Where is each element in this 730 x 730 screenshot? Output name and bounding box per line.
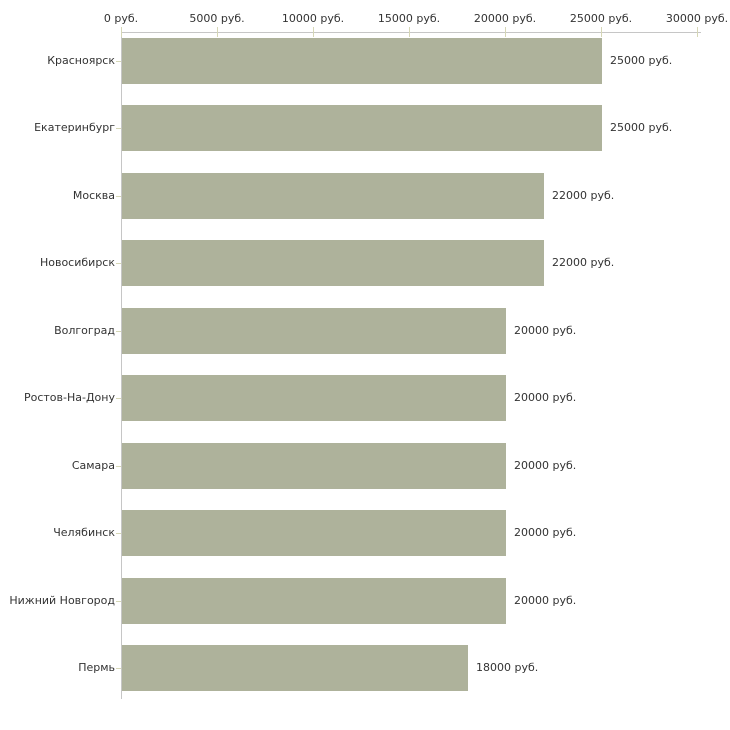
category-tick-mark — [116, 331, 121, 332]
bar-value-label: 20000 руб. — [514, 323, 577, 337]
x-axis-tick-label: 25000 руб. — [569, 12, 633, 25]
category-tick-mark — [116, 398, 121, 399]
bar-value-label: 25000 руб. — [610, 121, 673, 134]
category-label: Пермь — [78, 661, 115, 674]
category-label: Красноярск — [47, 53, 115, 67]
bar — [122, 375, 506, 421]
x-axis-tick-mark — [601, 27, 602, 37]
category-label: Екатеринбург — [34, 121, 115, 134]
x-axis-tick-mark — [697, 27, 698, 37]
bar-value-label: 18000 руб. — [476, 661, 539, 674]
bar — [122, 105, 602, 151]
category-tick-mark — [116, 466, 121, 467]
bar — [122, 510, 506, 556]
x-axis-tick-mark — [409, 27, 410, 37]
category-tick-mark — [116, 263, 121, 264]
bar-value-label: 20000 руб. — [514, 391, 577, 404]
bar-value-label: 20000 руб. — [514, 526, 577, 539]
bar — [122, 173, 544, 219]
category-tick-mark — [116, 196, 121, 197]
bar-value-label: 25000 руб. — [610, 53, 673, 67]
bar — [122, 645, 468, 691]
x-axis-tick-mark — [217, 27, 218, 37]
bar — [122, 308, 506, 354]
x-axis-tick-label: 30000 руб. — [665, 12, 729, 25]
x-axis-tick-label: 15000 руб. — [377, 12, 441, 25]
category-label: Челябинск — [53, 526, 115, 539]
x-axis-tick-label: 0 руб. — [103, 12, 139, 25]
bar — [122, 38, 602, 84]
category-tick-mark — [116, 601, 121, 602]
x-axis-tick-label: 5000 руб. — [189, 12, 245, 25]
bar-value-label: 22000 руб. — [552, 188, 615, 202]
category-label: Ростов-На-Дону — [23, 391, 115, 404]
x-axis-tick-label: 20000 руб. — [473, 12, 537, 25]
category-label: Самара — [71, 458, 115, 472]
bar-value-label: 20000 руб. — [514, 593, 577, 607]
category-label: Новосибирск — [39, 256, 115, 269]
x-axis-tick-label: 10000 руб. — [281, 12, 345, 25]
bar — [122, 443, 506, 489]
bar — [122, 578, 506, 624]
category-tick-mark — [116, 533, 121, 534]
bar-value-label: 22000 руб. — [552, 256, 615, 269]
category-label: Нижний Новгород — [9, 593, 115, 607]
category-tick-mark — [116, 61, 121, 62]
bar — [122, 240, 544, 286]
x-axis-tick-mark — [313, 27, 314, 37]
x-axis-tick-mark — [121, 27, 122, 37]
category-tick-mark — [116, 668, 121, 669]
x-axis-line — [121, 32, 701, 33]
bar-value-label: 20000 руб. — [514, 458, 577, 472]
category-label: Волгоград — [54, 323, 115, 337]
category-tick-mark — [116, 128, 121, 129]
category-label: Москва — [72, 188, 115, 202]
x-axis-tick-mark — [505, 27, 506, 37]
